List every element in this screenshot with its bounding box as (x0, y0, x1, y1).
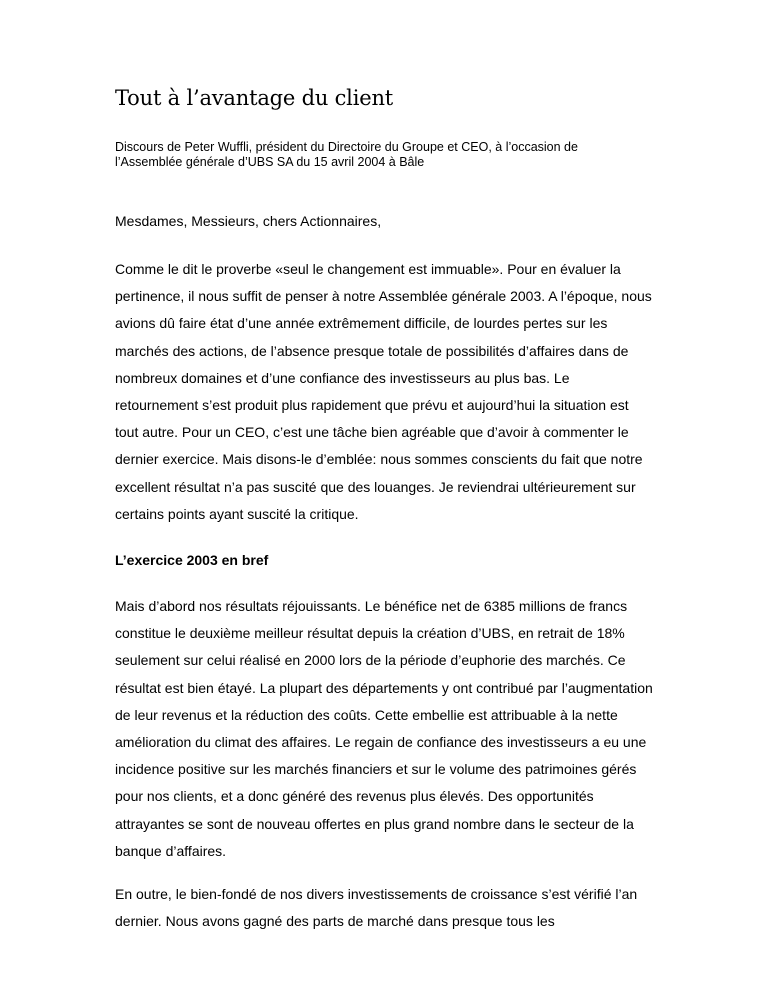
paragraph-growth: En outre, le bien-fondé de nos divers investissements de croissance s’est vérifié l’an dernier. Nous avons gagné des parts de marché dans presque tous les (115, 886, 638, 930)
salutation: Mesdames, Messieurs, chers Actionnaires, (115, 213, 382, 229)
section-heading: L’exercice 2003 en bref (115, 552, 269, 569)
document-page (115, 84, 655, 935)
document-title: Tout à l’avantage du client (115, 86, 394, 110)
subtitle-line-2: l’Assemblée générale d’UBS SA du 15 avril 2004 à Bâle (115, 155, 425, 169)
paragraph-intro: Comme le dit le proverbe «seul le changement est immuable». Pour en évaluer la pertinence, il nous suffit de penser à notre Assemblée générale 2003. A l’époque, nous avions dû faire état d’une année extrêmement difficile, de lourdes pertes sur les marchés des actions, de l’absence presque totale de possibilités d’affaires dans de nombreux domaines et d’une confiance des investisseurs au plus bas. Le retournement s’est produit plus rapidement que prévu et aujourd’hui la situation est tout autre. Pour un CEO, c’est une tâche bien agréable que d’avoir à commenter le dernier exercice. Mais disons-le d’emblée: nous sommes conscients du fait que notre excellent résultat n’a pas suscité que des louanges. Je reviendrai ultérieurement sur certains points ayant suscité la critique. (115, 261, 652, 522)
paragraph-results: Mais d’abord nos résultats réjouissants. Le bénéfice net de 6385 millions de francs constitue le deuxième meilleur résultat depuis la création d’UBS, en retrait de 18% seulement sur celui réalisé en 2000 lors de la période d’euphorie des marchés. Ce résultat est bien étayé. La plupart des départements y ont contribué par l’augmentation de leur revenus et la réduction des coûts. Cette embellie est attribuable à la nette amélioration du climat des affaires. Le regain de confiance des investisseurs a eu une incidence positive sur les marchés financiers et sur le volume des patrimoines gérés pour nos clients, et a donc généré des revenus plus élevés. Des opportunités attrayantes se sont de nouveau offertes en plus grand nombre dans le secteur de la banque d’affaires. (115, 598, 653, 859)
subtitle-line-1: Discours de Peter Wuffli, président du Directoire du Groupe et CEO, à l’occasion de (115, 140, 578, 154)
document-subtitle (115, 140, 655, 170)
